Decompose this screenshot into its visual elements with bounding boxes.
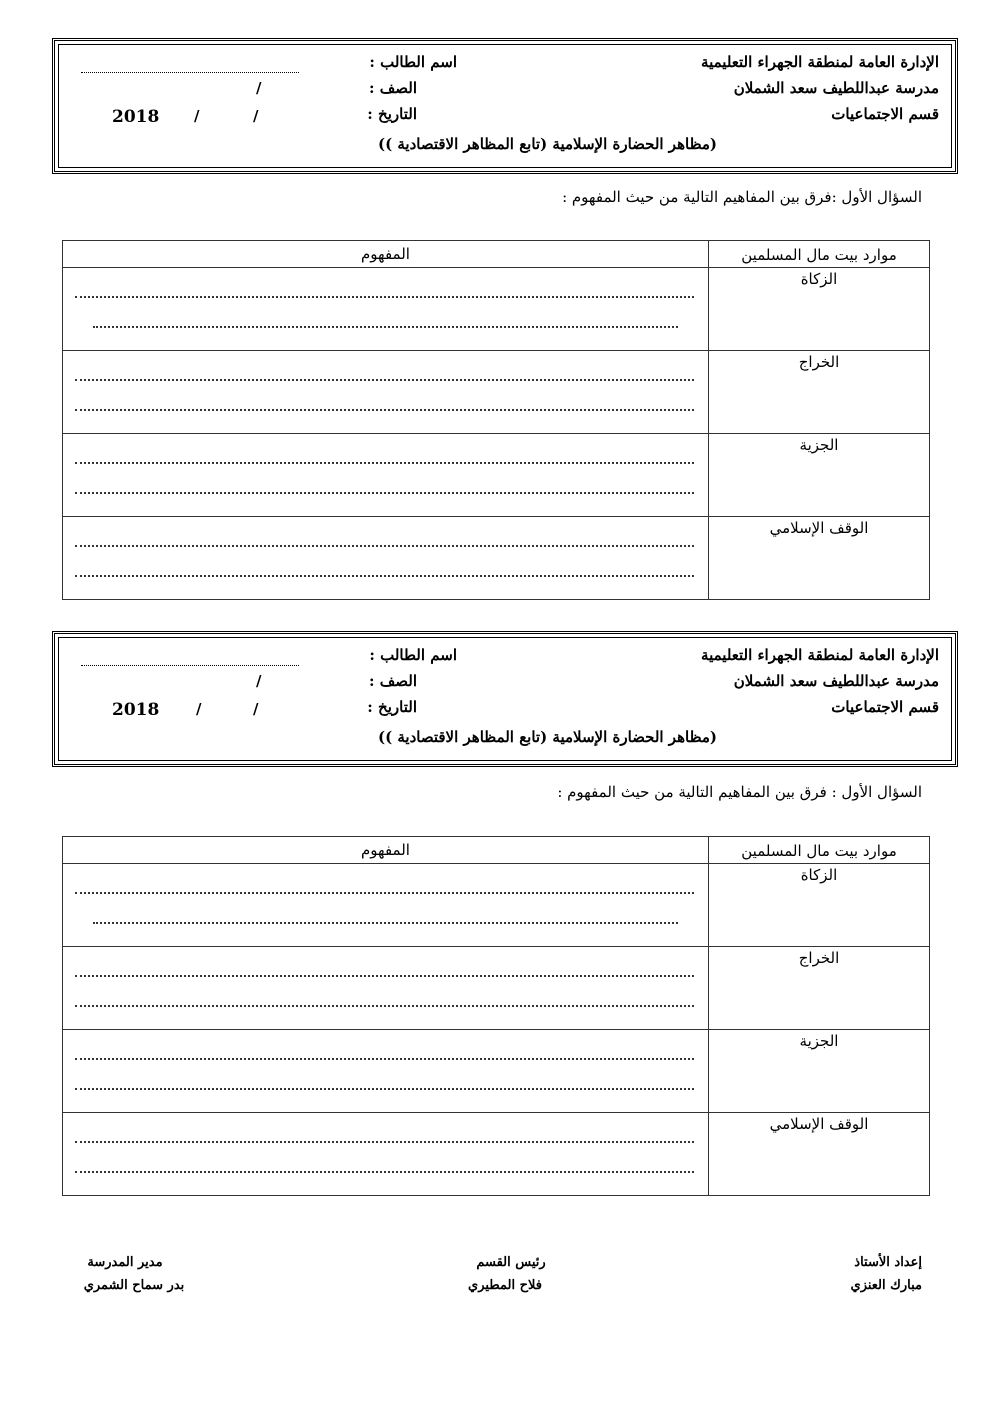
authority-name: الإدارة العامة لمنطقة الجهراء التعليمية [701, 53, 939, 71]
header-box-top [52, 38, 958, 174]
col-header-term: موارد بيت مال المسلمين [709, 241, 930, 268]
student-name-label: اسم الطالب : [369, 53, 457, 71]
answer-line [75, 1076, 694, 1090]
term-cell: الخراج [709, 947, 930, 1030]
date-slash: / [196, 700, 202, 718]
answer-line [75, 1046, 694, 1060]
date-slash: / [194, 107, 200, 125]
prepared-by-name: مبارك العنزي [850, 1278, 922, 1293]
authority-name: الإدارة العامة لمنطقة الجهراء التعليمية [701, 646, 939, 664]
answer-line [75, 284, 694, 298]
term-cell: الوقف الإسلامي [709, 517, 930, 600]
date-label: التاريخ : [367, 105, 417, 123]
date-slash: / [253, 700, 259, 718]
answer-line [75, 480, 694, 494]
class-label: الصف : [368, 79, 417, 97]
class-slash: / [256, 79, 262, 97]
term-cell: الجزية [709, 1030, 930, 1113]
department-name: قسم الاجتماعيات [831, 698, 939, 716]
answer-line [75, 397, 694, 411]
col-header-concept: المفهوم [63, 837, 709, 864]
concept-answer-cell[interactable] [63, 268, 709, 351]
student-name-label: اسم الطالب : [369, 646, 457, 664]
term-cell: الزكاة [709, 864, 930, 947]
concept-answer-cell[interactable] [63, 947, 709, 1030]
lesson-title: (مظاهر الحضارة الإسلامية (تابع المظاهر الاقتصادية )) [377, 135, 717, 153]
answer-line [75, 963, 694, 977]
concepts-table [62, 836, 930, 1196]
class-slash: / [256, 672, 262, 690]
answer-line [75, 533, 694, 547]
col-header-concept: المفهوم [63, 241, 709, 268]
principal-name: بدر سماح الشمري [83, 1278, 185, 1293]
date-year: 2018 [112, 107, 160, 127]
term-cell: الجزية [709, 434, 930, 517]
answer-line [93, 910, 678, 924]
answer-line [75, 993, 694, 1007]
header-box-bottom [52, 631, 958, 767]
student-name-field[interactable] [81, 665, 299, 666]
school-name: مدرسة عبداللطيف سعد الشملان [733, 79, 939, 97]
concept-answer-cell[interactable] [63, 434, 709, 517]
principal-title: مدير المدرسة [87, 1255, 163, 1270]
department-name: قسم الاجتماعيات [831, 105, 939, 123]
concept-answer-cell[interactable] [63, 864, 709, 947]
prepared-by-title: إعداد الأستاذ [854, 1255, 922, 1270]
col-header-term: موارد بيت مال المسلمين [709, 837, 930, 864]
term-cell: الزكاة [709, 268, 930, 351]
date-slash: / [253, 107, 259, 125]
lesson-title: (مظاهر الحضارة الإسلامية (تابع المظاهر الاقتصادية )) [377, 728, 717, 746]
student-name-field[interactable] [81, 72, 299, 73]
concepts-table [62, 240, 930, 600]
date-year: 2018 [112, 700, 160, 720]
concept-answer-cell[interactable] [63, 351, 709, 434]
term-cell: الخراج [709, 351, 930, 434]
answer-line [75, 880, 694, 894]
concept-answer-cell[interactable] [63, 1113, 709, 1196]
question-one: السؤال الأول : فرق بين المفاهيم التالية من حيث المفهوم : [557, 783, 922, 801]
answer-line [75, 563, 694, 577]
school-name: مدرسة عبداللطيف سعد الشملان [733, 672, 939, 690]
term-cell: الوقف الإسلامي [709, 1113, 930, 1196]
class-label: الصف : [368, 672, 417, 690]
answer-line [75, 367, 694, 381]
concept-answer-cell[interactable] [63, 517, 709, 600]
question-one: السؤال الأول :فرق بين المفاهيم التالية من حيث المفهوم : [562, 188, 922, 206]
department-head-name: فلاح المطيري [468, 1278, 542, 1293]
answer-line [75, 1129, 694, 1143]
concept-answer-cell[interactable] [63, 1030, 709, 1113]
date-label: التاريخ : [367, 698, 417, 716]
answer-line [75, 450, 694, 464]
answer-line [93, 314, 678, 328]
answer-line [75, 1159, 694, 1173]
department-head-title: رئيس القسم [476, 1255, 546, 1270]
